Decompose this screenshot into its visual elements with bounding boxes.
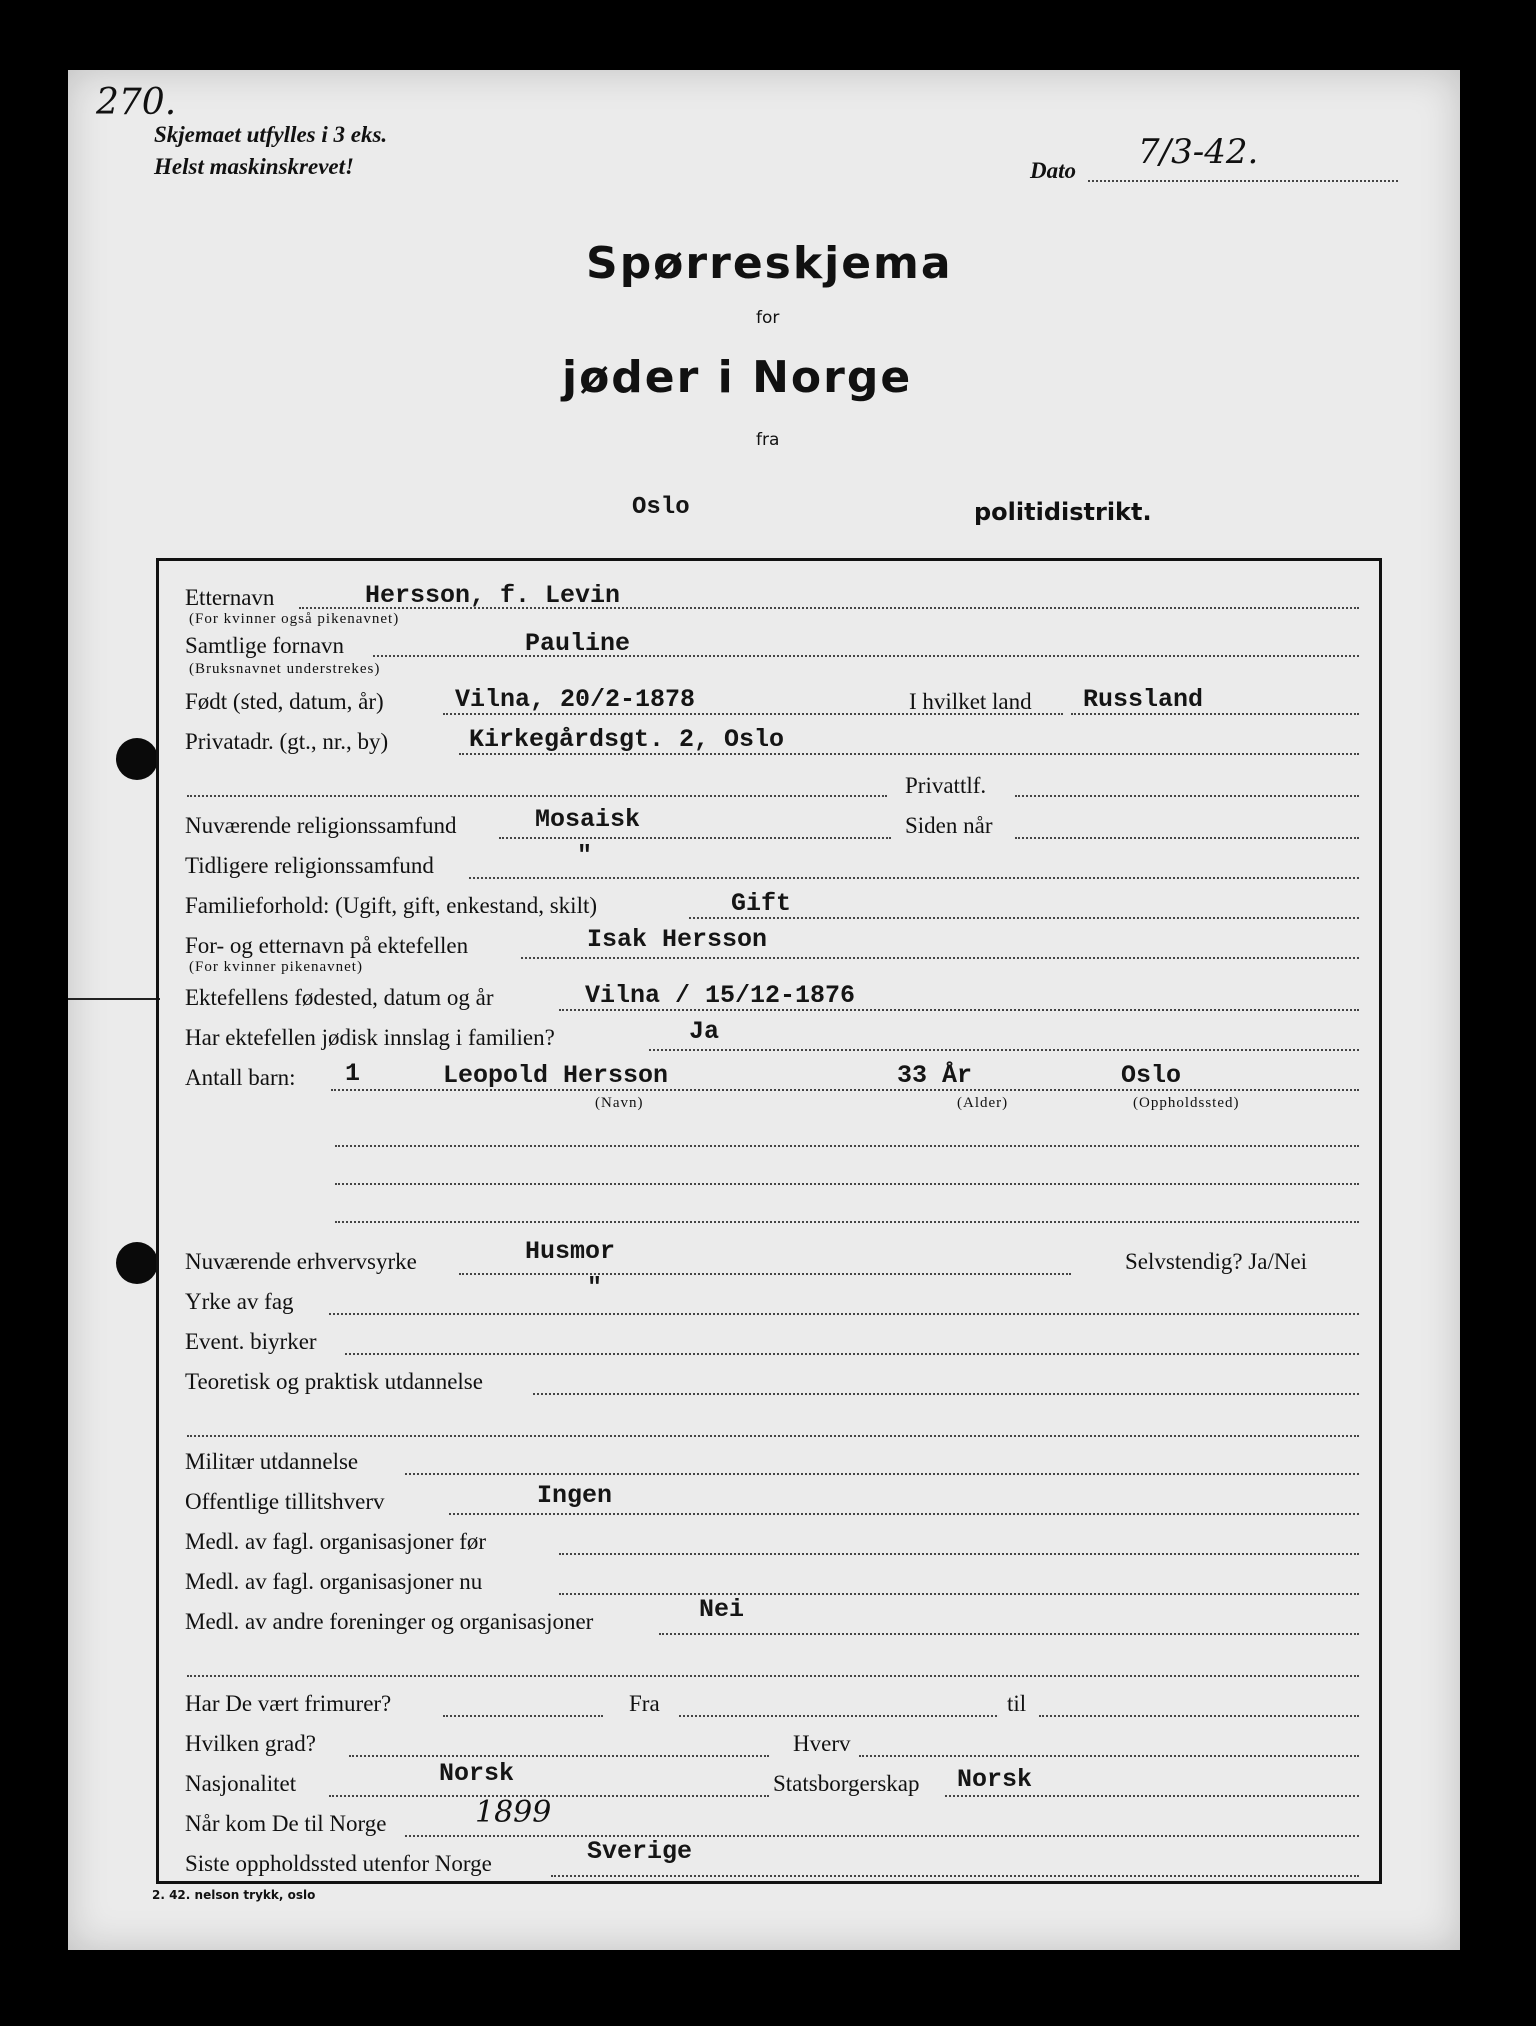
barn-place: Oslo — [1121, 1061, 1182, 1090]
andre-org-label: Medl. av andre foreninger og organisasjoner — [185, 1609, 594, 1634]
fornavn-value: Pauline — [525, 629, 631, 658]
margin-fold-line — [68, 998, 160, 1000]
tillitshverv-label: Offentlige tillitshverv — [185, 1489, 385, 1514]
frimurer-fra-line — [679, 1715, 997, 1717]
jodisk-value: Ja — [689, 1017, 720, 1046]
jodisk-line — [649, 1049, 1359, 1051]
yrke-label: Yrke av fag — [185, 1289, 294, 1314]
form-subject: jøder i Norge — [562, 352, 913, 403]
nasjonalitet-label: Nasjonalitet — [185, 1771, 297, 1796]
instruction-copies: Skjemaet utfylles i 3 eks. — [154, 122, 388, 147]
erhverv-line — [459, 1273, 1071, 1275]
siden-line — [1015, 837, 1359, 839]
siden-label: Siden når — [905, 813, 993, 838]
fodt-label: Født (sted, datum, år) — [185, 689, 384, 714]
ektefelle-fodt-label: Ektefellens fødested, datum og år — [185, 985, 494, 1010]
biyrker-label: Event. biyrker — [185, 1329, 317, 1354]
etternavn-value: Hersson, f. Levin — [365, 581, 621, 610]
yrke-value: " — [587, 1273, 603, 1302]
punch-hole-top — [116, 738, 158, 780]
dato-value: 7/3-42. — [1138, 132, 1259, 172]
barn-col-sted: (Oppholdssted) — [1133, 1095, 1240, 1111]
statsborgerskap-line — [945, 1795, 1359, 1797]
punch-hole-bottom — [116, 1242, 158, 1284]
kom-norge-line — [405, 1835, 1359, 1837]
district-value: Oslo — [632, 494, 690, 521]
nasjonalitet-value: Norsk — [439, 1759, 515, 1788]
org-nu-label: Medl. av fagl. organisasjoner nu — [185, 1569, 483, 1594]
ektefelle-line — [521, 957, 1359, 959]
barn-col-navn: (Navn) — [595, 1095, 644, 1111]
andre-org-value: Nei — [699, 1595, 745, 1624]
frimurer-label: Har De vært frimurer? — [185, 1691, 392, 1716]
selvstendig-label: Selvstendig? Ja/Nei — [1125, 1249, 1308, 1274]
siste-opphold-value: Sverige — [587, 1837, 693, 1866]
form-frame — [156, 558, 1382, 1884]
barn-line-4 — [335, 1221, 1359, 1223]
printer-imprint: 2. 42. nelson trykk, oslo — [152, 1888, 316, 1902]
frimurer-line — [443, 1715, 603, 1717]
ektefelle-label: For- og etternavn på ektefellen — [185, 933, 469, 958]
tillitshverv-line — [449, 1513, 1359, 1515]
religion-label: Nuværende religionssamfund — [185, 813, 457, 838]
tidl-religion-label: Tidligere religionssamfund — [185, 853, 434, 878]
barn-age: 33 År — [897, 1061, 973, 1090]
statsborgerskap-label: Statsborgerskap — [773, 1771, 920, 1796]
yrke-line — [329, 1313, 1359, 1315]
org-for-label: Medl. av fagl. organisasjoner før — [185, 1529, 487, 1554]
tillitshverv-value: Ingen — [537, 1481, 613, 1510]
form-sheet — [68, 70, 1460, 1950]
tidl-religion-value: " — [577, 841, 593, 870]
jodisk-label: Har ektefellen jødisk innslag i familien? — [185, 1025, 555, 1050]
hverv-label: Hverv — [793, 1731, 851, 1756]
utdannelse-line-2 — [187, 1435, 1359, 1437]
title-fra: fra — [756, 430, 780, 450]
grad-line — [349, 1755, 769, 1757]
fornavn-label: Samtlige fornavn — [185, 633, 345, 658]
ektefelle-value: Isak Hersson — [587, 925, 768, 954]
tidl-religion-line — [469, 877, 1359, 879]
barn-label: Antall barn: — [185, 1065, 296, 1090]
etternavn-note: (For kvinner også pikenavnet) — [189, 611, 400, 627]
familie-value: Gift — [731, 889, 792, 918]
dato-line — [1088, 180, 1398, 182]
barn-line-3 — [335, 1183, 1359, 1185]
frimurer-til-line — [1039, 1715, 1359, 1717]
etternavn-label: Etternavn — [185, 585, 275, 610]
militaer-label: Militær utdannelse — [185, 1449, 359, 1474]
dato-label: Dato — [1030, 158, 1076, 183]
org-for-line — [559, 1553, 1359, 1555]
barn-col-alder: (Alder) — [957, 1095, 1009, 1111]
frimurer-fra-label: Fra — [629, 1691, 660, 1716]
statsborgerskap-value: Norsk — [957, 1765, 1033, 1794]
fornavn-note: (Bruksnavnet understrekes) — [189, 661, 381, 677]
kom-norge-label: Når kom De til Norge — [185, 1811, 387, 1836]
erhverv-label: Nuværende erhvervsyrke — [185, 1249, 417, 1274]
land-label: I hvilket land — [909, 689, 1032, 714]
andre-org-line — [659, 1633, 1359, 1635]
erhverv-value: Husmor — [525, 1237, 616, 1266]
militaer-line — [405, 1473, 1359, 1475]
privatadr-line-2 — [187, 795, 887, 797]
frimurer-til-label: til — [1007, 1691, 1027, 1716]
utdannelse-label: Teoretisk og praktisk utdannelse — [185, 1369, 483, 1394]
document-number: 270. — [96, 82, 177, 123]
barn-name: Leopold Hersson — [443, 1061, 669, 1090]
instruction-typewritten: Helst maskinskrevet! — [154, 154, 354, 179]
fornavn-line — [373, 655, 1359, 657]
fodt-value: Vilna, 20/2-1878 — [455, 685, 696, 714]
privattlf-line — [1015, 795, 1359, 797]
grad-label: Hvilken grad? — [185, 1731, 316, 1756]
biyrker-line — [345, 1353, 1359, 1355]
utdannelse-line — [533, 1393, 1359, 1395]
siste-opphold-label: Siste oppholdssted utenfor Norge — [185, 1851, 492, 1876]
kom-norge-value: 1899 — [475, 1795, 552, 1830]
religion-line — [499, 837, 891, 839]
ektefelle-fodt-value: Vilna / 15/12-1876 — [585, 981, 856, 1010]
privatadr-label: Privatadr. (gt., nr., by) — [185, 729, 389, 754]
hverv-line — [859, 1755, 1359, 1757]
siste-opphold-line — [551, 1875, 1359, 1877]
andre-org-line-2 — [187, 1675, 1359, 1677]
land-value: Russland — [1083, 685, 1204, 714]
district-label: politidistrikt. — [974, 498, 1152, 526]
privattlf-label: Privattlf. — [905, 773, 987, 798]
form-title: Spørreskjema — [586, 238, 953, 289]
barn-line-2 — [335, 1145, 1359, 1147]
barn-count: 1 — [345, 1059, 361, 1088]
title-for: for — [756, 308, 780, 328]
ektefelle-note: (For kvinner pikenavnet) — [189, 959, 363, 975]
religion-value: Mosaisk — [535, 805, 641, 834]
familie-label: Familieforhold: (Ugift, gift, enkestand, skilt) — [185, 893, 598, 918]
privatadr-value: Kirkegårdsgt. 2, Oslo — [469, 725, 785, 754]
org-nu-line — [559, 1593, 1359, 1595]
